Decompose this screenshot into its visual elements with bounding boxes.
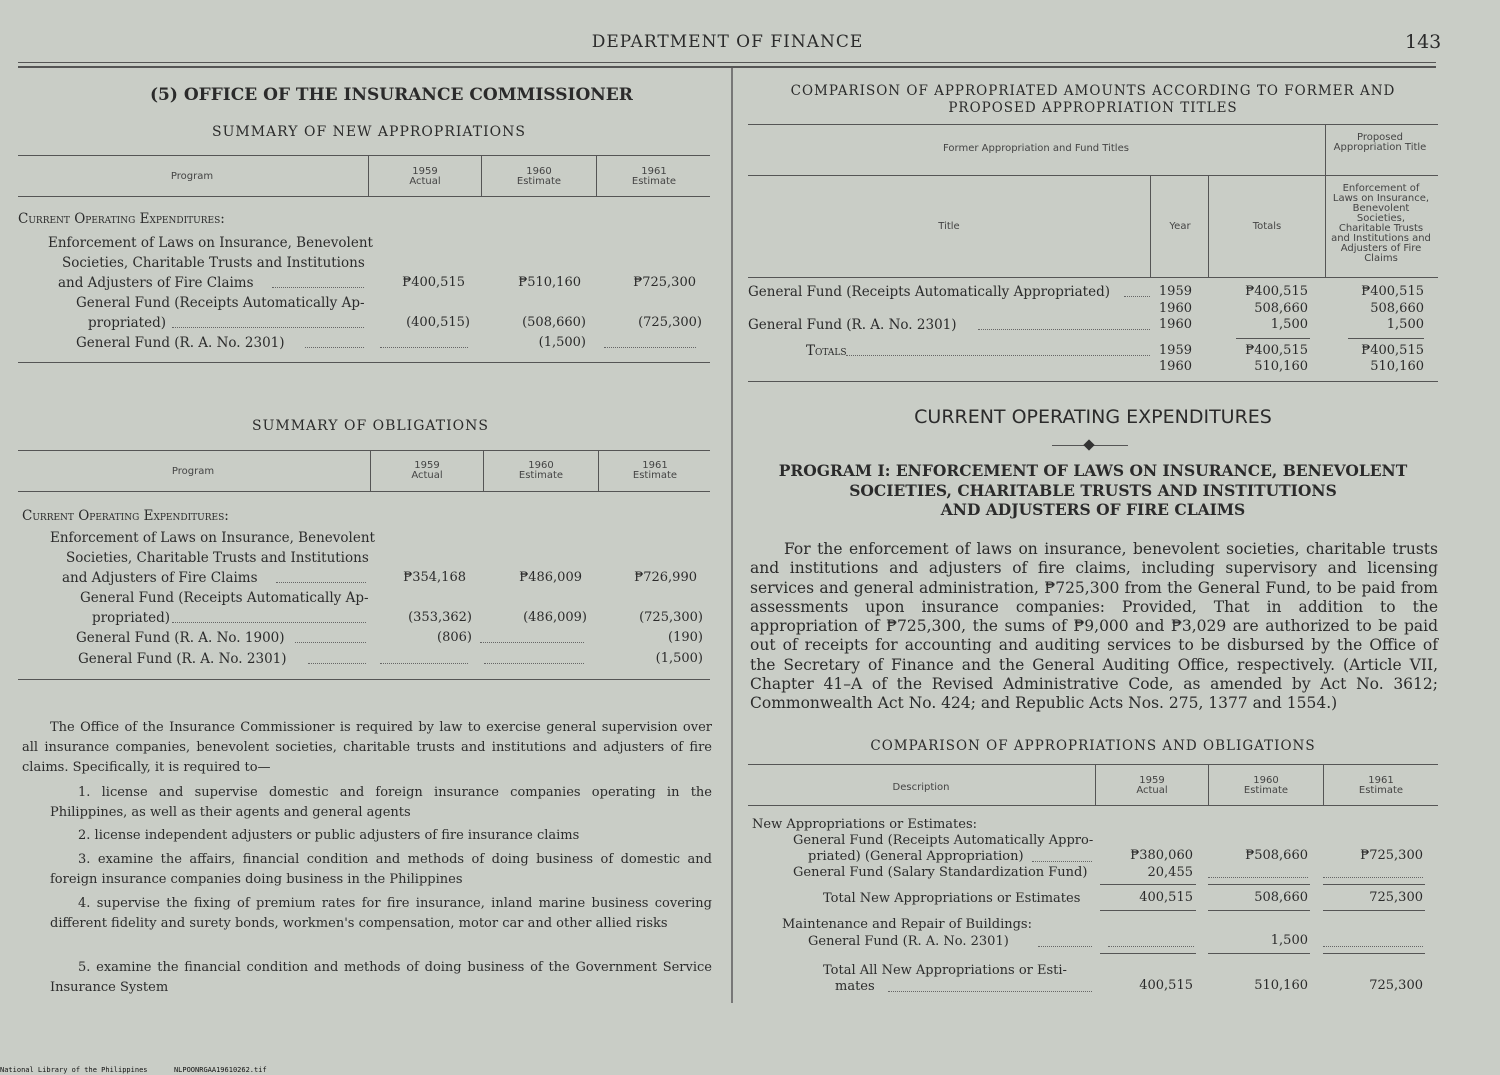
col-1959 [372,461,482,481]
col-1960 [485,461,597,481]
leader-dots [295,642,366,643]
proposed-desc: Enforcement of Laws on Insurance, Benevolent Societies, Charitable Trusts and Institutions and Adjusters of Fire Claims [1331,183,1431,264]
table-rule [748,175,1325,176]
col-title: Title [938,221,960,232]
leader-dots [1108,946,1194,947]
list-item: 2. license independent adjusters or public adjusters of fire insurance claims [78,828,580,843]
subtotal-rule [1208,884,1310,885]
cell-value: ₱400,515 [1245,284,1308,299]
cell-value: ₱400,515 [1361,343,1424,358]
cell-year: 1960 [1158,359,1192,374]
table-rule [748,124,1438,125]
table-rule [748,381,1438,382]
col-sep [1208,765,1209,805]
row-desc: priated) (General Appropriation) [808,849,1024,864]
page-number: 143 [1405,31,1442,53]
subtotal-rule [1236,338,1310,339]
row-desc: propriated) [88,315,167,331]
cell-value: (725,300) [638,315,702,330]
cell-value: (1,500) [538,335,586,350]
col-kind: Actual [411,470,443,481]
table-rule [18,362,710,363]
row-desc: General Fund (Receipts Automatically Ap- [80,590,369,606]
table-rule [18,679,710,680]
comp-title-2: PROPOSED APPROPRIATION TITLES [948,100,1238,116]
col-program: Program [171,466,215,477]
cell-value: 510,160 [1254,359,1308,374]
row-desc: propriated) [92,610,171,626]
library-name: National Library of the Philippines [0,1066,148,1074]
col-year: 1960 [1253,775,1279,786]
subtotal-rule [1348,338,1424,339]
subtotal-rule [1208,953,1310,954]
cell-value: (806) [437,630,472,645]
col-year: 1961 [1368,775,1394,786]
column-divider [731,68,733,1003]
list-item: 5. examine the financial condition and methods of doing business of the Government Service Insurance System [50,960,712,995]
comp-title-1: COMPARISON OF APPROPRIATED AMOUNTS ACCORDING TO FORMER AND [790,83,1396,99]
col-sep [370,451,371,491]
col-year: 1961 [642,460,668,471]
program-title-1: PROGRAM I: ENFORCEMENT OF LAWS ON INSURANCE, BENEVOLENT [778,461,1408,480]
header-rule-top [18,62,1436,63]
cell-value: 1,500 [1270,317,1308,332]
cell-value: ₱508,660 [1245,848,1308,863]
leader-dots [846,355,1150,356]
col-year: 1961 [641,166,667,177]
leader-dots [1124,296,1150,297]
cell-value: ₱725,300 [1360,848,1423,863]
list-item: 3. examine the affairs, financial condition and methods of doing business of domestic and foreign insurance companies doing business in the Philippines [50,852,712,887]
col-1959 [370,167,480,187]
leader-dots [978,329,1150,330]
cell-year: 1959 [1158,284,1192,299]
totals-label: Totals [806,343,847,359]
col-sep [1150,176,1151,277]
col-1961 [1325,776,1437,796]
cell-year: 1959 [1158,343,1192,358]
col-sep [481,156,482,196]
cell-value: 510,160 [1254,978,1308,993]
col-1959 [1097,776,1207,796]
cell-value: (190) [668,630,703,645]
row-desc: General Fund (R. A. No. 2301) [748,317,957,333]
cell-value: ₱400,515 [402,275,465,290]
file-name: NLPOONRGAA19610262.tif [173,1066,267,1074]
cell-value: 1,500 [1386,317,1424,332]
row-desc: New Appropriations or Estimates: [752,817,977,832]
leader-dots [604,347,696,348]
col-year: 1959 [412,166,438,177]
col-year: 1960 [526,166,552,177]
cell-value: ₱400,515 [1245,343,1308,358]
coe-title: CURRENT OPERATING EXPENDITURES [914,406,1272,428]
col-program: Program [170,171,214,182]
col-kind: Estimate [1243,785,1289,796]
leader-dots [1323,946,1423,947]
col-sep [1325,125,1326,277]
subtotal-rule [1323,884,1425,885]
leader-dots [305,347,364,348]
cell-value: 725,300 [1369,890,1423,905]
oblig-title: SUMMARY OF OBLIGATIONS [252,418,489,434]
subtotal-rule [1323,953,1425,954]
row-desc: mates [835,979,875,994]
col-sep [1208,176,1209,277]
subtotal-rule [1323,910,1425,911]
leader-dots [308,663,366,664]
section-label: Current Operating Expenditures: [22,508,229,524]
row-desc: Societies, Charitable Trusts and Institutions [66,550,369,566]
leader-dots [484,663,584,664]
list-item: 4. supervise the fixing of premium rates for fire insurance, inland marine business covering different fidelity and surety bonds, workmen's compensation, motor car and other allied risks [50,896,712,931]
intro-paragraph: The Office of the Insurance Commissioner is required by law to exercise general supervision over all insurance companies, benevolent societies, charitable trusts and institutions and adjusters of fire claims. Specifically, it is required to— [22,720,712,775]
row-desc: Total New Appropriations or Estimates [823,891,1081,906]
cell-value: ₱510,160 [518,275,581,290]
row-desc: Enforcement of Laws on Insurance, Benevolent [50,530,375,546]
table-rule [748,764,1438,765]
col-year: 1959 [1139,775,1165,786]
col-sep [596,156,597,196]
col-kind: Actual [409,176,441,187]
cell-value: (725,300) [639,610,703,625]
row-desc: Societies, Charitable Trusts and Institutions [62,255,365,271]
col-sep [598,451,599,491]
leader-dots [380,347,468,348]
subtotal-rule [1100,884,1196,885]
subtotal-rule [1208,910,1310,911]
table-rule [18,155,710,156]
list-item: 1. license and supervise domestic and foreign insurance companies operating in the Philippines, as well as their agents and general agents [50,785,712,820]
cell-value: (508,660) [522,315,586,330]
col-year: Year [1169,221,1191,232]
col-1960 [1210,776,1322,796]
col-kind: Estimate [632,470,678,481]
new-approp-title: SUMMARY OF NEW APPROPRIATIONS [212,124,526,140]
leader-dots [272,287,364,288]
leader-dots [276,582,366,583]
col-year: 1959 [414,460,440,471]
col-1960 [483,167,595,187]
cell-value: 508,660 [1254,301,1308,316]
row-desc: General Fund (Receipts Automatically Appropriated) [748,284,1110,300]
cell-value: 20,455 [1147,865,1193,880]
header-rule-bottom [18,66,1436,68]
row-desc: Enforcement of Laws on Insurance, Benevolent [48,235,373,251]
row-desc: Total All New Appropriations or Esti- [823,963,1067,978]
leader-dots [172,622,366,623]
scan-footer [0,1066,267,1074]
cell-value: 510,160 [1370,359,1424,374]
table-rule [18,491,710,492]
col-1961 [598,167,710,187]
cell-year: 1960 [1158,301,1192,316]
cell-value: ₱486,009 [519,570,582,585]
col-totals: Totals [1252,221,1282,232]
leader-dots [888,991,1092,992]
subtotal-rule [1100,953,1196,954]
row-desc: Maintenance and Repair of Buildings: [782,917,1032,932]
col-year: 1960 [528,460,554,471]
row-desc: and Adjusters of Fire Claims [62,570,258,586]
subtotal-rule [1100,910,1196,911]
row-desc: General Fund (Salary Standardization Fund) [793,865,1088,880]
cell-value: 1,500 [1270,933,1308,948]
cell-value: (1,500) [655,651,703,666]
col-sep [483,451,484,491]
cell-value: ₱380,060 [1130,848,1193,863]
program-title-2: SOCIETIES, CHARITABLE TRUSTS AND INSTITUTIONS [849,481,1337,500]
cell-value: ₱354,168 [403,570,466,585]
cell-value: 508,660 [1254,890,1308,905]
col-kind: Estimate [518,470,564,481]
leader-dots [480,642,584,643]
office-title: (5) OFFICE OF THE INSURANCE COMMISSIONER [150,85,633,105]
row-desc: General Fund (Receipts Automatically Appro- [793,833,1094,848]
cell-value: (400,515) [406,315,470,330]
cell-value: 508,660 [1370,301,1424,316]
program-title-3: AND ADJUSTERS OF FIRE CLAIMS [940,500,1246,519]
cell-value: ₱726,990 [634,570,697,585]
leader-dots [1208,877,1308,878]
row-desc: General Fund (R. A. No. 2301) [808,934,1009,949]
col-kind: Estimate [516,176,562,187]
table-rule [748,805,1438,806]
leader-dots [380,663,468,664]
col-sep [1095,765,1096,805]
former-header: Former Appropriation and Fund Titles [943,143,1129,154]
cell-value: 725,300 [1369,978,1423,993]
leader-dots [1038,946,1092,947]
cell-value: (353,362) [408,610,472,625]
leader-dots [1032,861,1092,862]
row-desc: General Fund (R. A. No. 2301) [78,651,287,667]
cell-value: (486,009) [523,610,587,625]
col-sep [368,156,369,196]
cell-value: 400,515 [1139,978,1193,993]
diamond-ornament-icon [1083,439,1094,450]
col-1961 [600,461,710,481]
cell-year: 1960 [1158,317,1192,332]
table-rule [18,196,710,197]
section-label: Current Operating Expenditures: [18,211,225,227]
row-desc: General Fund (Receipts Automatically Ap- [76,295,365,311]
cell-value: 400,515 [1139,890,1193,905]
table-rule [1325,175,1438,176]
proposed-header: Proposed Appropriation Title [1333,132,1427,153]
leader-dots [172,327,364,328]
table-rule [748,277,1438,278]
program-body: For the enforcement of laws on insurance, benevolent societies, charitable trusts and institutions and adjusters of fire claims, including supervisory and licensing services and general administration, ₱725,300 from the General Fund, to be paid from assessments upon insurance companies: Provided, That in addition to the appropriation of ₱725,300, the sums of ₱9,000 and ₱3,029 are authorized to be paid out of receipts for accounting and auditing services to be disbursed by the Office of the Secretary of Finance and the General Auditing Office, respectively. (Article VII, Chapter 41–A of the Revised Administrative Code, as amended by Act No. 3612; Commonwealth Act No. 424; and Republic Acts Nos. 275, 1377 and 1554.) [750,540,1438,713]
row-desc: General Fund (R. A. No. 2301) [76,335,285,351]
table-rule [18,450,710,451]
col-description: Description [892,782,950,793]
row-desc: General Fund (R. A. No. 1900) [76,630,285,646]
col-kind: Estimate [1358,785,1404,796]
cell-value: ₱400,515 [1361,284,1424,299]
cao-title: COMPARISON OF APPROPRIATIONS AND OBLIGATIONS [870,738,1316,754]
col-kind: Actual [1136,785,1168,796]
cell-value: ₱725,300 [633,275,696,290]
col-kind: Estimate [631,176,677,187]
col-sep [1323,765,1324,805]
running-header: DEPARTMENT OF FINANCE [591,32,864,52]
leader-dots [1323,877,1423,878]
row-desc: and Adjusters of Fire Claims [58,275,254,291]
